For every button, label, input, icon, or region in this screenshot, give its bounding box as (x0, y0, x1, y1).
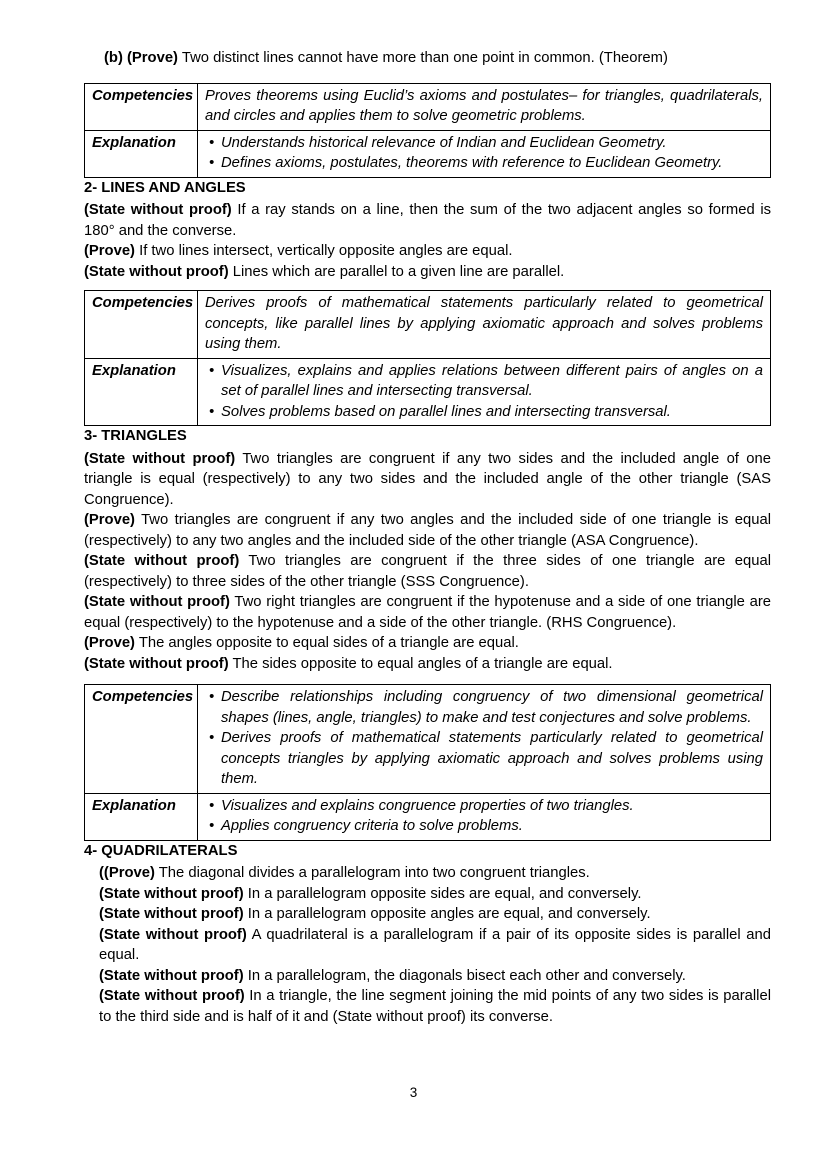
section-heading-triangles: 3- TRIANGLES (84, 428, 187, 444)
competencies-bullet-list (205, 687, 763, 790)
bullet-item: • Derives proofs of mathematical statements particularly related to geometrical concepts triangles by applying axiomatic approach and solves problems using them. (221, 728, 763, 790)
statement-text: If two lines intersect, vertically opposite angles are equal. (134, 243, 513, 259)
intro-line (84, 48, 771, 69)
section-heading-quadrilaterals: 4- QUADRILATERALS (84, 842, 238, 859)
statement-prefix: (State without proof) (84, 450, 236, 467)
table-row (85, 291, 771, 359)
statement-text: A quadrilateral is a parallelogram if a pair of its opposite sides is parallel and equal. (99, 926, 771, 963)
explanation-label: Explanation (85, 130, 198, 177)
competencies-content (198, 685, 771, 794)
statement-paragraph (84, 863, 771, 884)
page-number: 3 (409, 1084, 418, 1100)
explanation-label: Explanation (85, 793, 198, 840)
statement-text: Two right triangles are congruent if the hypotenuse and a side of one triangle are equal (respectively) to the hypotenuse and a side of the other triangle. (RHS Congruence). (84, 594, 772, 631)
statement-paragraph (84, 200, 771, 241)
competencies-text: Proves theorems using Euclid’s axioms and postulates– for triangles, quadrilaterals, and circles and applies them to solve geometric problems. (205, 87, 763, 124)
statement-text: In a parallelogram opposite angles are equal, and conversely. (243, 906, 651, 922)
statement-prefix: (Prove) (84, 635, 135, 651)
explanation-content (198, 793, 771, 840)
euclid-competencies-table (84, 83, 771, 178)
statement-paragraph (84, 241, 771, 262)
explanation-content (198, 130, 771, 177)
competencies-content (198, 291, 771, 359)
bullet-item: • Visualizes, explains and applies relations between different pairs of angles on a set of parallel lines and intersecting transversal. (221, 361, 763, 402)
table-row (85, 83, 771, 130)
explanation-bullet-list (205, 361, 763, 423)
table-row (85, 358, 771, 426)
statement-text: The diagonal divides a parallelogram into two congruent triangles. (154, 865, 590, 881)
explanation-bullet-list (205, 133, 763, 174)
table-row (85, 793, 771, 840)
statement-paragraph (84, 986, 771, 1027)
statement-prefix: (State without proof) (99, 906, 244, 922)
statement-text: In a triangle, the line segment joining the mid points of any two sides is parallel to the third side and is half of it and (State without proof) its converse. (99, 988, 771, 1025)
statement-text: Two triangles are congruent if any two angles and the included side of one triangle is equal (respectively) to any two angles and the included side of the other triangle (ASA Congruence). (84, 512, 771, 549)
statement-paragraph (84, 262, 771, 283)
statement-prefix: (State without proof) (84, 594, 230, 610)
statement-text: The sides opposite to equal angles of a triangle are equal. (228, 655, 613, 672)
bullet-item: • Defines axioms, postulates, theorems with reference to Euclidean Geometry. (221, 153, 763, 174)
statement-text: In a parallelogram, the diagonals bisect each other and conversely. (243, 967, 686, 984)
statement-text: Two triangles are congruent if the three sides of one triangle are equal (respectively) to three sides of the other triangle (SSS Congruence). (84, 553, 771, 590)
statement-prefix: (Prove) (84, 512, 135, 528)
statement-prefix: (State without proof) (99, 967, 244, 984)
bullet-item: • Solves problems based on parallel lines and intersecting transversal. (221, 402, 763, 423)
explanation-content (198, 358, 771, 426)
statement-paragraph (84, 925, 771, 966)
statement-prefix: (State without proof) (99, 885, 244, 902)
statement-text: Two triangles are congruent if any two sides and the included angle of one triangle is equal (respectively) to any two sides and the included angle of the other triangle (SAS Congruence). (84, 450, 771, 508)
statement-prefix: (State without proof) (84, 655, 229, 672)
competencies-content (198, 83, 771, 130)
statement-prefix: (State without proof) (84, 263, 229, 280)
triangles-competencies-table (84, 684, 771, 841)
table-row (85, 130, 771, 177)
statement-paragraph (84, 592, 771, 633)
statement-text: The angles opposite to equal sides of a triangle are equal. (134, 635, 519, 651)
statement-prefix: (State without proof) (99, 988, 245, 1004)
competencies-text: Derives proofs of mathematical statements particularly related to geometrical concepts, like parallel lines by applying axiomatic approach and solves problems using them. (205, 295, 763, 352)
statement-paragraph (84, 884, 771, 905)
competencies-label: Competencies (85, 291, 198, 359)
intro-prefix: (b) (Prove) (104, 50, 178, 66)
section-heading-lines-and-angles: 2- LINES AND ANGLES (84, 179, 246, 196)
bullet-item: • Describe relationships including congruency of two dimensional geometrical shapes (lines, angle, triangles) to make and test conjectures and solve problems. (221, 687, 763, 728)
statement-paragraph (84, 633, 771, 654)
statement-paragraph (84, 449, 771, 511)
statement-prefix: ((Prove) (99, 865, 155, 881)
lines-angles-competencies-table (84, 290, 771, 426)
bullet-item: • Understands historical relevance of Indian and Euclidean Geometry. (221, 133, 763, 154)
statement-paragraph (84, 551, 771, 592)
competencies-label: Competencies (85, 685, 198, 794)
statement-text: Lines which are parallel to a given line are parallel. (228, 263, 565, 280)
statement-prefix: (Prove) (84, 243, 135, 259)
bullet-item: • Applies congruency criteria to solve problems. (221, 816, 763, 837)
explanation-bullet-list (205, 796, 763, 837)
intro-text: Two distinct lines cannot have more than one point in common. (Theorem) (178, 50, 668, 66)
explanation-label: Explanation (85, 358, 198, 426)
statement-paragraph (84, 654, 771, 675)
statement-paragraph (84, 510, 771, 551)
statement-paragraph (84, 904, 771, 925)
statement-prefix: (State without proof) (84, 553, 240, 569)
statement-text: If a ray stands on a line, then the sum of the two adjacent angles so formed is 180° and the converse. (84, 202, 772, 239)
bullet-item: • Visualizes and explains congruence properties of two triangles. (221, 796, 763, 817)
competencies-label: Competencies (85, 83, 198, 130)
statement-text: In a parallelogram opposite sides are equal, and conversely. (243, 885, 642, 902)
statement-prefix: (State without proof) (84, 202, 232, 218)
statement-paragraph (84, 966, 771, 987)
statement-prefix: (State without proof) (99, 926, 247, 943)
table-row (85, 685, 771, 794)
